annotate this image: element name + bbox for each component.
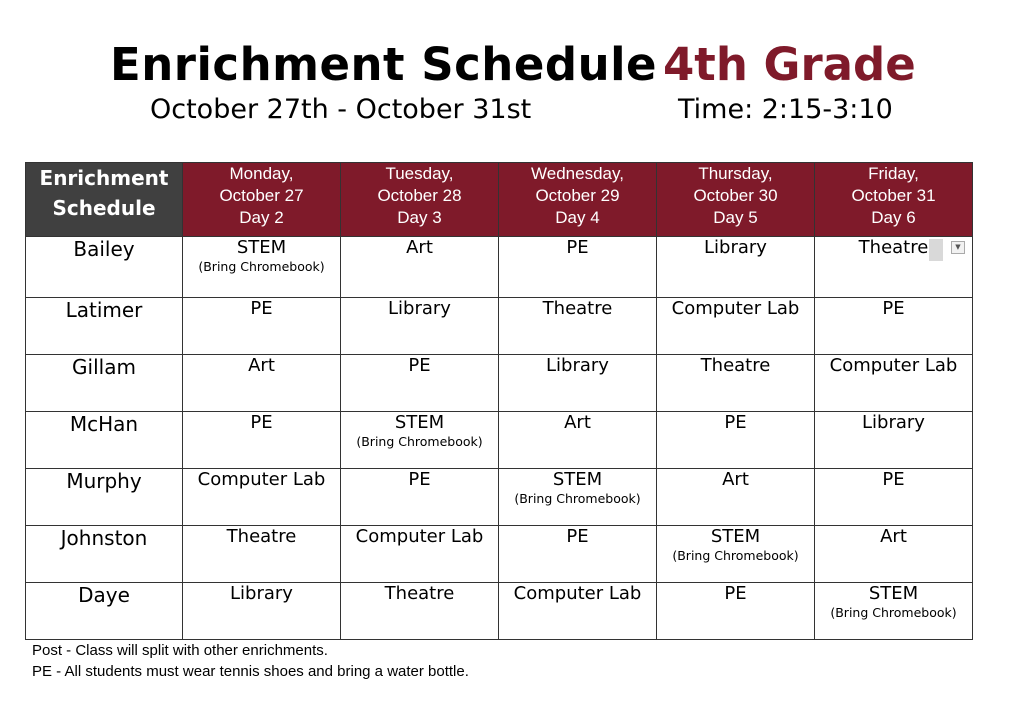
class-name: Johnston bbox=[26, 526, 183, 583]
schedule-cell bbox=[499, 355, 657, 412]
weekday: Tuesday, bbox=[385, 164, 454, 183]
schedule-cell bbox=[499, 412, 657, 469]
schedule-cell bbox=[657, 526, 815, 583]
activity: Library bbox=[388, 298, 451, 319]
activity: Art bbox=[880, 526, 907, 547]
schedule-cell bbox=[815, 412, 973, 469]
time-range: Time: 2:15-3:10 bbox=[678, 94, 893, 125]
activity-note: (Bring Chromebook) bbox=[356, 434, 483, 449]
activity: Art bbox=[406, 237, 433, 258]
title-row bbox=[0, 38, 1011, 94]
schedule-cell bbox=[183, 469, 341, 526]
schedule-cell bbox=[341, 412, 499, 469]
schedule-cell bbox=[657, 298, 815, 355]
schedule-cell bbox=[341, 583, 499, 640]
note-pe: PE - All students must wear tennis shoes and bring a water bottle. bbox=[32, 663, 469, 680]
cell-selection-marker bbox=[929, 239, 943, 261]
schedule-cell bbox=[815, 526, 973, 583]
schedule-cell bbox=[341, 355, 499, 412]
schedule-cell bbox=[341, 469, 499, 526]
activity: STEM bbox=[236, 237, 287, 258]
activity: STEM bbox=[394, 412, 445, 433]
schedule-cell bbox=[341, 237, 499, 298]
activity-note: (Bring Chromebook) bbox=[514, 491, 641, 506]
table-row bbox=[26, 237, 973, 298]
schedule-cell bbox=[815, 355, 973, 412]
schedule-cell bbox=[499, 583, 657, 640]
schedule-cell bbox=[183, 355, 341, 412]
activity: Library bbox=[546, 355, 609, 376]
weekday: Friday, bbox=[868, 164, 919, 183]
activity: Theatre bbox=[384, 583, 455, 604]
activity: PE bbox=[882, 469, 905, 490]
activity: Theatre bbox=[226, 526, 297, 547]
class-name: Latimer bbox=[26, 298, 183, 355]
schedule-table bbox=[25, 162, 973, 640]
corner-line-2: Schedule bbox=[52, 196, 156, 220]
class-name: McHan bbox=[26, 412, 183, 469]
schedule-cell bbox=[815, 583, 973, 640]
class-name: Bailey bbox=[26, 237, 183, 298]
activity: Computer Lab bbox=[355, 526, 484, 547]
activity-note: (Bring Chromebook) bbox=[198, 259, 325, 274]
activity-note: (Bring Chromebook) bbox=[830, 605, 957, 620]
day-header-friday bbox=[815, 163, 973, 237]
activity: Library bbox=[862, 412, 925, 433]
date: October 28 bbox=[377, 186, 462, 205]
date-range: October 27th - October 31st bbox=[150, 94, 532, 125]
activity: PE bbox=[724, 583, 747, 604]
chevron-down-icon[interactable]: ▼ bbox=[951, 241, 965, 254]
weekday: Thursday, bbox=[698, 164, 773, 183]
activity: Library bbox=[704, 237, 767, 258]
activity: PE bbox=[408, 469, 431, 490]
activity: STEM bbox=[552, 469, 603, 490]
activity: PE bbox=[408, 355, 431, 376]
schedule-cell bbox=[657, 237, 815, 298]
table-row bbox=[26, 526, 973, 583]
schedule-cell bbox=[183, 237, 341, 298]
page-title: Enrichment Schedule bbox=[110, 38, 658, 91]
note-post: Post - Class will split with other enrichments. bbox=[32, 642, 328, 659]
activity: Theatre bbox=[858, 237, 929, 258]
activity: STEM bbox=[710, 526, 761, 547]
schedule-cell bbox=[183, 526, 341, 583]
schedule-cell bbox=[341, 526, 499, 583]
day-header-wednesday bbox=[499, 163, 657, 237]
activity: Theatre bbox=[542, 298, 613, 319]
activity-note: (Bring Chromebook) bbox=[672, 548, 799, 563]
activity: Computer Lab bbox=[197, 469, 326, 490]
class-name: Gillam bbox=[26, 355, 183, 412]
activity: PE bbox=[566, 237, 589, 258]
activity: Theatre bbox=[700, 355, 771, 376]
schedule-cell bbox=[815, 469, 973, 526]
day-number: Day 5 bbox=[713, 208, 758, 227]
corner-line-1: Enrichment bbox=[39, 166, 169, 190]
schedule-cell bbox=[499, 298, 657, 355]
day-number: Day 2 bbox=[239, 208, 284, 227]
grade-title: 4th Grade bbox=[663, 38, 916, 91]
schedule-cell bbox=[815, 298, 973, 355]
class-name: Daye bbox=[26, 583, 183, 640]
activity: Library bbox=[230, 583, 293, 604]
activity: Art bbox=[564, 412, 591, 433]
schedule-cell bbox=[657, 412, 815, 469]
date: October 30 bbox=[693, 186, 778, 205]
schedule-cell bbox=[499, 237, 657, 298]
activity: Computer Lab bbox=[829, 355, 958, 376]
weekday: Monday, bbox=[229, 164, 294, 183]
activity: Computer Lab bbox=[671, 298, 800, 319]
weekday: Wednesday, bbox=[531, 164, 624, 183]
header-row bbox=[26, 163, 973, 237]
schedule-cell bbox=[815, 237, 973, 298]
activity: PE bbox=[566, 526, 589, 547]
schedule-cell bbox=[657, 469, 815, 526]
day-number: Day 3 bbox=[397, 208, 442, 227]
schedule-cell bbox=[657, 355, 815, 412]
schedule-cell bbox=[499, 469, 657, 526]
schedule-cell bbox=[657, 583, 815, 640]
day-header-thursday bbox=[657, 163, 815, 237]
schedule-cell bbox=[499, 526, 657, 583]
activity: Art bbox=[722, 469, 749, 490]
activity: PE bbox=[882, 298, 905, 319]
schedule-cell bbox=[183, 412, 341, 469]
table-row bbox=[26, 412, 973, 469]
day-header-tuesday bbox=[341, 163, 499, 237]
activity: STEM bbox=[868, 583, 919, 604]
day-number: Day 4 bbox=[555, 208, 600, 227]
day-number: Day 6 bbox=[871, 208, 916, 227]
day-header-monday bbox=[183, 163, 341, 237]
activity: Computer Lab bbox=[513, 583, 642, 604]
schedule-cell bbox=[183, 298, 341, 355]
table-row bbox=[26, 298, 973, 355]
class-name: Murphy bbox=[26, 469, 183, 526]
schedule-body bbox=[26, 237, 973, 640]
activity: PE bbox=[724, 412, 747, 433]
date: October 27 bbox=[219, 186, 304, 205]
schedule-cell bbox=[183, 583, 341, 640]
date: October 29 bbox=[535, 186, 620, 205]
table-row bbox=[26, 469, 973, 526]
activity: Art bbox=[248, 355, 275, 376]
corner-header bbox=[26, 163, 183, 237]
schedule-cell bbox=[341, 298, 499, 355]
activity: PE bbox=[250, 298, 273, 319]
date: October 31 bbox=[851, 186, 936, 205]
activity: PE bbox=[250, 412, 273, 433]
table-row bbox=[26, 583, 973, 640]
table-row bbox=[26, 355, 973, 412]
notes bbox=[32, 640, 469, 682]
